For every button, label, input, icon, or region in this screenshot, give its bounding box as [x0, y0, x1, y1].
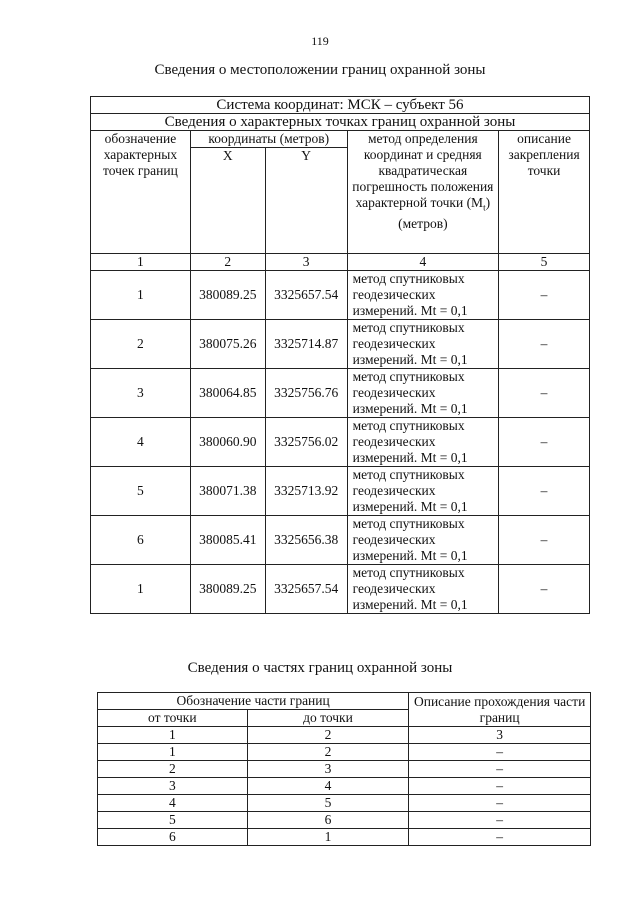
- table-row: [91, 254, 590, 271]
- table-row: [98, 778, 591, 795]
- desc-value: –: [409, 812, 591, 829]
- desc-value: –: [499, 418, 590, 467]
- y-value: 3325756.02: [265, 418, 347, 467]
- table-subtitle: Сведения о характерных точках границ охранной зоны: [91, 114, 590, 131]
- point-id: 4: [91, 418, 191, 467]
- desc-value: –: [499, 565, 590, 614]
- method-text: метод спутниковых геодезических измерений. Mt = 0,1: [347, 320, 499, 369]
- from-point: 4: [98, 795, 248, 812]
- table-row: [91, 320, 590, 369]
- page-number: 119: [311, 34, 329, 48]
- section-title: Сведения о частях границ охранной зоны: [187, 660, 453, 676]
- parts-table: [97, 692, 591, 846]
- point-id: 1: [91, 271, 191, 320]
- point-id: 2: [91, 320, 191, 369]
- section-title: Сведения о местоположении границ охранной зоны: [154, 62, 486, 78]
- header-method: метод определения координат и средняя квадратическая погрешность положения характерной точки $(M_t)$ (метров): [347, 131, 499, 254]
- header-part: Обозначение части границ: [98, 693, 409, 710]
- to-point: 4: [247, 778, 409, 795]
- y-value: 3325656.38: [265, 516, 347, 565]
- to-point: 5: [247, 795, 409, 812]
- header-coords: координаты (метров): [190, 131, 347, 148]
- point-id: 1: [91, 565, 191, 614]
- method-text: метод спутниковых геодезических измерений. Mt = 0,1: [347, 418, 499, 467]
- header-desc: Описание прохождения части границ: [409, 693, 591, 727]
- to-point: 1: [247, 829, 409, 846]
- table-row: [98, 761, 591, 778]
- header-from: от точки: [98, 710, 248, 727]
- desc-value: –: [499, 271, 590, 320]
- x-value: 380071.38: [190, 467, 265, 516]
- table-row: [98, 795, 591, 812]
- x-value: 380064.85: [190, 369, 265, 418]
- desc-value: –: [409, 795, 591, 812]
- col-number: 3: [409, 727, 591, 744]
- desc-value: –: [499, 467, 590, 516]
- table-row: [91, 418, 590, 467]
- y-value: 3325714.87: [265, 320, 347, 369]
- x-value: 380085.41: [190, 516, 265, 565]
- desc-value: –: [409, 778, 591, 795]
- table-row: [91, 467, 590, 516]
- desc-value: –: [499, 320, 590, 369]
- col-number: 1: [98, 727, 248, 744]
- points-table: [90, 96, 590, 614]
- table-row: [91, 114, 590, 131]
- table-row: [91, 97, 590, 114]
- col-number: 3: [265, 254, 347, 271]
- col-number: 5: [499, 254, 590, 271]
- table-row: [91, 131, 590, 148]
- from-point: 6: [98, 829, 248, 846]
- from-point: 2: [98, 761, 248, 778]
- header-point: обозначение характерных точек границ: [91, 131, 191, 254]
- col-number: 1: [91, 254, 191, 271]
- desc-value: –: [409, 761, 591, 778]
- point-id: 5: [91, 467, 191, 516]
- x-value: 380089.25: [190, 271, 265, 320]
- method-text: метод спутниковых геодезических измерений. Mt = 0,1: [347, 516, 499, 565]
- y-value: 3325713.92: [265, 467, 347, 516]
- col-number: 4: [347, 254, 499, 271]
- from-point: 5: [98, 812, 248, 829]
- to-point: 6: [247, 812, 409, 829]
- point-id: 6: [91, 516, 191, 565]
- header-to: до точки: [247, 710, 409, 727]
- x-value: 380089.25: [190, 565, 265, 614]
- to-point: 2: [247, 744, 409, 761]
- to-point: 3: [247, 761, 409, 778]
- col-number: 2: [247, 727, 409, 744]
- table-row: [98, 693, 591, 710]
- method-text: метод спутниковых геодезических измерений. Mt = 0,1: [347, 565, 499, 614]
- table-row: [91, 565, 590, 614]
- desc-value: –: [499, 369, 590, 418]
- y-value: 3325657.54: [265, 565, 347, 614]
- desc-value: –: [409, 829, 591, 846]
- header-desc: описание закрепления точки: [499, 131, 590, 254]
- method-text: метод спутниковых геодезических измерений. Mt = 0,1: [347, 467, 499, 516]
- y-value: 3325756.76: [265, 369, 347, 418]
- table-row: [98, 727, 591, 744]
- x-value: 380075.26: [190, 320, 265, 369]
- desc-value: –: [499, 516, 590, 565]
- table-row: [91, 369, 590, 418]
- table-row: [91, 271, 590, 320]
- table-row: [98, 829, 591, 846]
- header-y: Y: [265, 148, 347, 254]
- table-row: [98, 812, 591, 829]
- y-value: 3325657.54: [265, 271, 347, 320]
- table-row: [91, 516, 590, 565]
- coordinate-system: Система координат: МСК – субъект 56: [91, 97, 590, 114]
- desc-value: –: [409, 744, 591, 761]
- method-text: метод спутниковых геодезических измерений. Mt = 0,1: [347, 271, 499, 320]
- col-number: 2: [190, 254, 265, 271]
- header-x: X: [190, 148, 265, 254]
- method-text: метод спутниковых геодезических измерений. Mt = 0,1: [347, 369, 499, 418]
- from-point: 1: [98, 744, 248, 761]
- from-point: 3: [98, 778, 248, 795]
- x-value: 380060.90: [190, 418, 265, 467]
- point-id: 3: [91, 369, 191, 418]
- table-row: [98, 744, 591, 761]
